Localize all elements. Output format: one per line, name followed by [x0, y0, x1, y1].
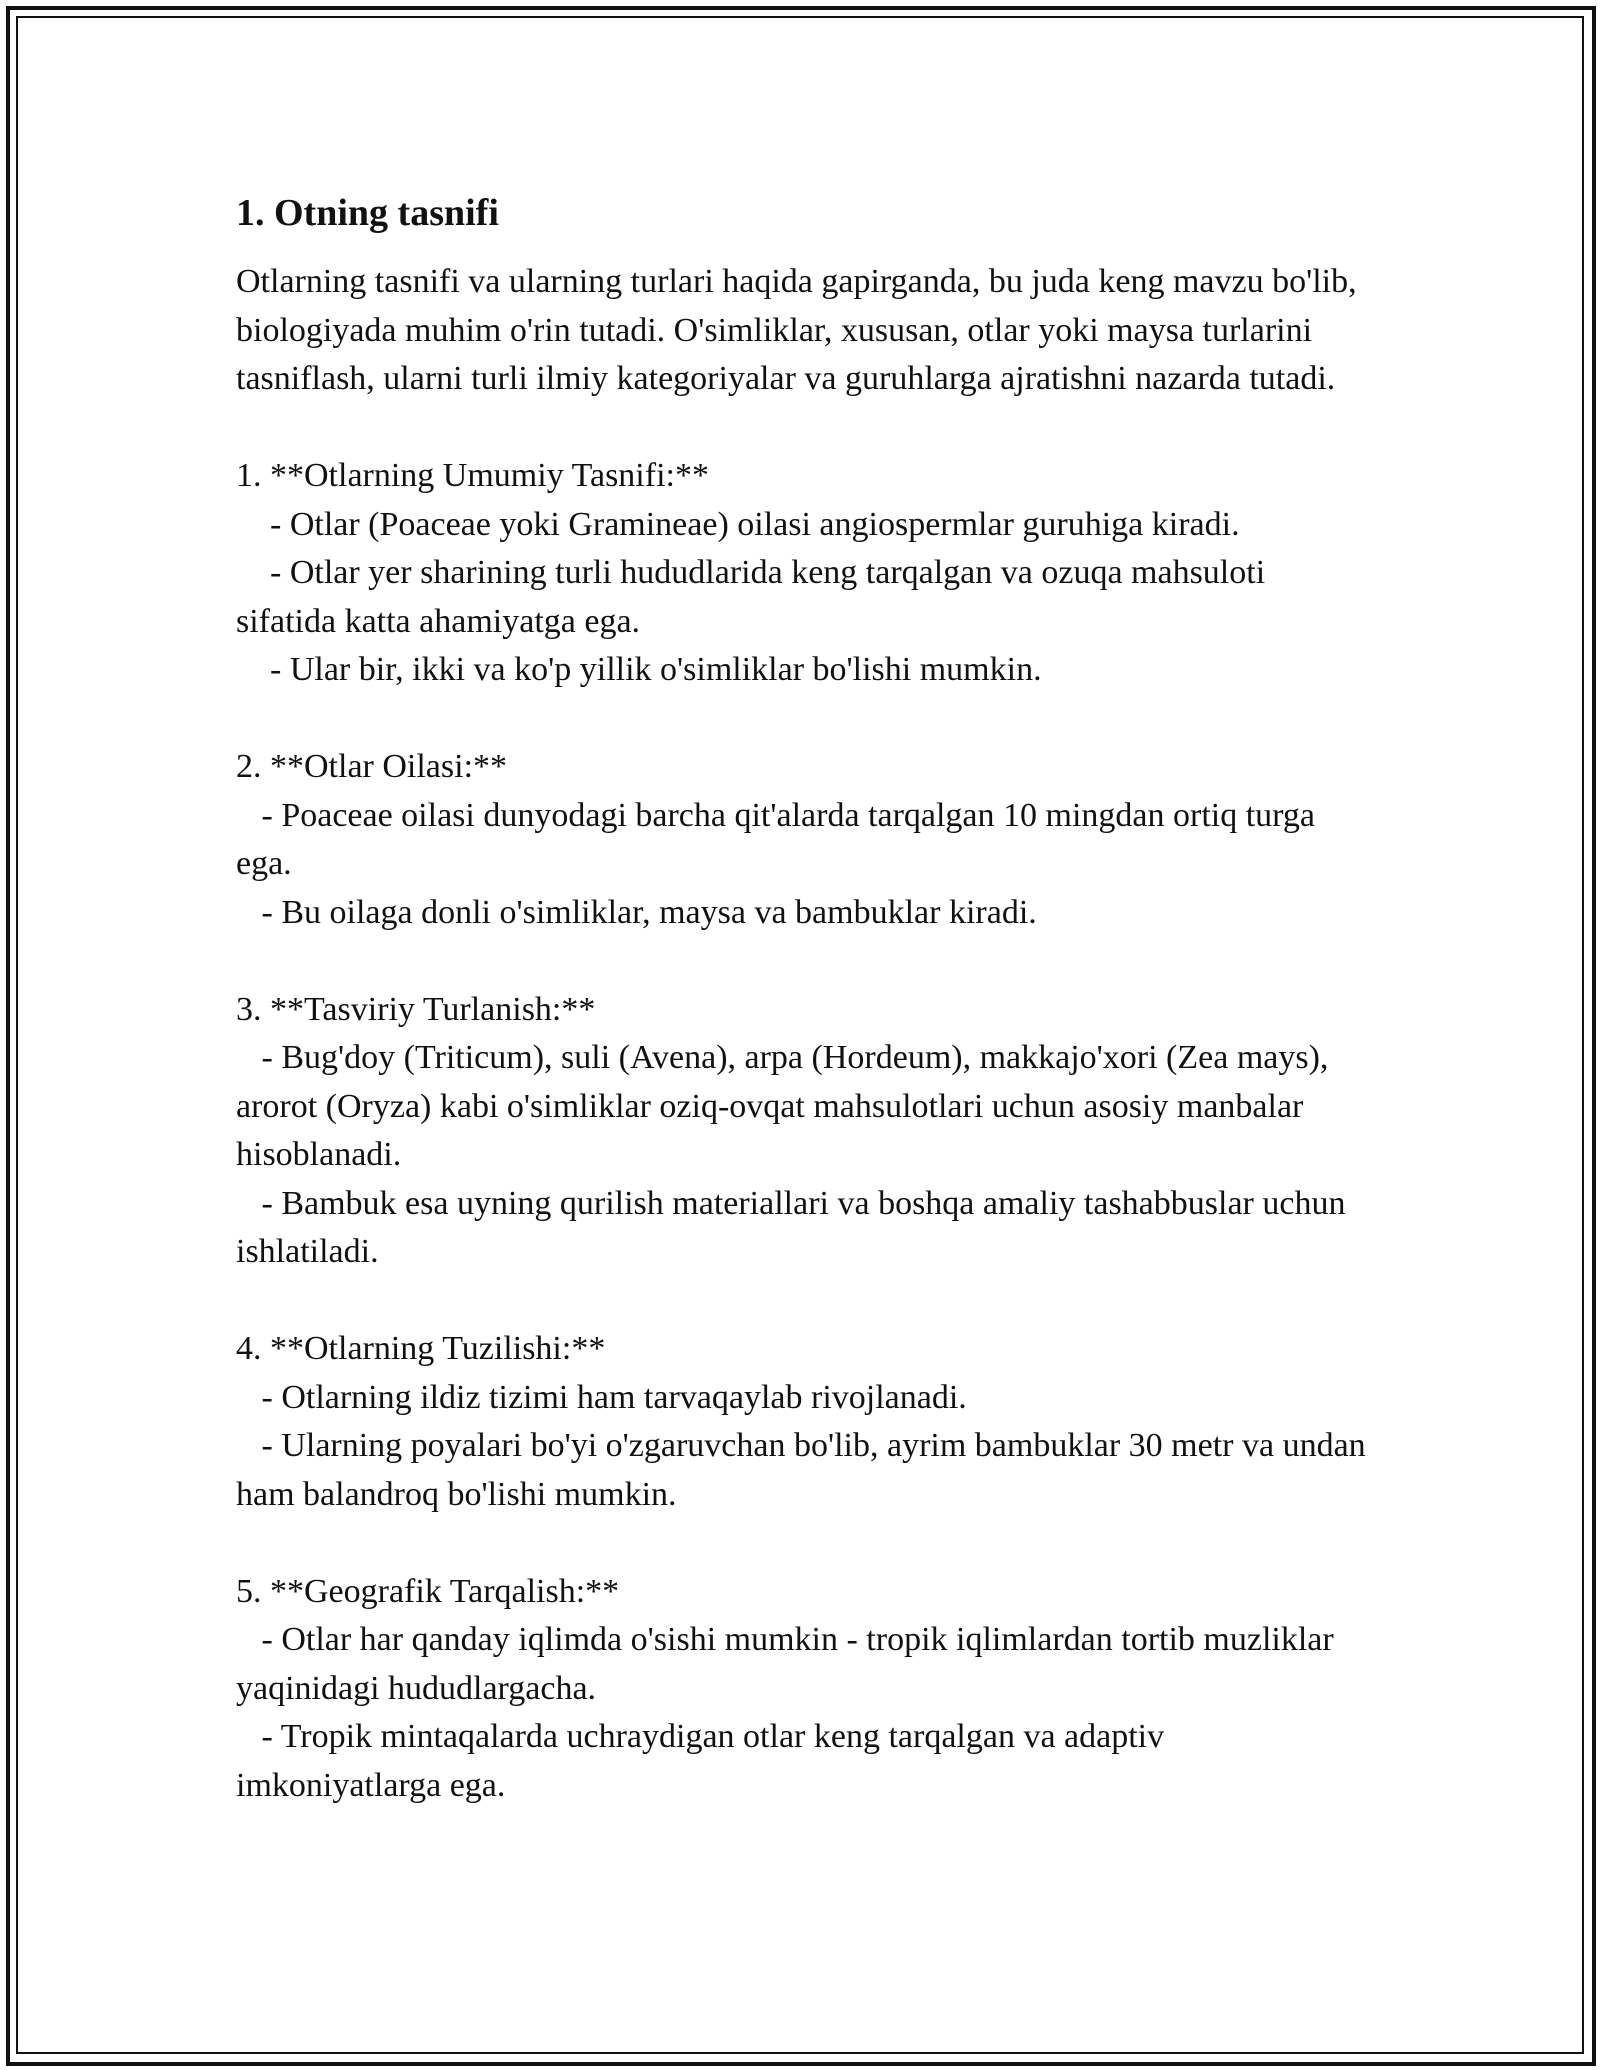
page-title: 1. Otning tasnifi	[236, 192, 499, 234]
list-item: - Poaceae oilasi dunyodagi barcha qit'alarda tarqalgan 10 mingdan ortiq turga ega.	[236, 796, 1324, 882]
section-heading: 3. **Tasviriy Turlanish:**	[236, 990, 596, 1028]
spacer	[236, 937, 1366, 986]
list-item: - Otlar (Poaceae yoki Gramineae) oilasi angiospermlar guruhiga kiradi.	[236, 505, 1240, 543]
section-heading: 4. **Otlarning Tuzilishi:**	[236, 1330, 606, 1367]
list-item: - Tropik mintaqalarda uchraydigan otlar keng tarqalgan va adaptiv imkoniyatlarga ega.	[236, 1718, 1173, 1804]
list-item: - Otlarning ildiz tizimi ham tarvaqaylab rivojlanadi.	[236, 1378, 967, 1416]
spacer	[236, 1277, 1366, 1326]
list-item: - Otlar yer sharining turli hududlarida keng tarqalgan va ozuqa mahsuloti sifatida katta ahamiyatga ega.	[236, 554, 1274, 640]
section-5	[236, 1568, 1366, 1811]
intro-paragraph: Otlarning tasnifi va ularning turlari haqida gapirganda, bu juda keng mavzu bo'lib, biologiyada muhim o'rin tutadi. O'simliklar, xususan, otlar yoki maysa turlarini tasniflash, ularni turli ilmiy kategoriyalar va guruhlarga ajratishni nazarda tutadi.	[236, 263, 1366, 397]
spacer	[236, 404, 1366, 453]
section-4	[236, 1325, 1375, 1519]
list-item: - Ularning poyalari bo'yi o'zgaruvchan bo'lib, ayrim bambuklar 30 metr va undan ham balandroq bo'lishi mumkin.	[236, 1427, 1375, 1513]
document-body	[236, 184, 1375, 1810]
list-item: - Bug'doy (Triticum), suli (Avena), arpa (Hordeum), makkajo'xori (Zea mays), arorot (Oryza) kabi o'simliklar oziq-ovqat mahsulotlari uchun asosiy manbalar hisoblanadi.	[236, 1039, 1337, 1173]
section-3	[236, 986, 1366, 1277]
section-heading: 5. **Geografik Tarqalish:**	[236, 1572, 620, 1610]
spacer	[236, 1519, 1366, 1568]
list-item: - Otlar har qanday iqlimda o'sishi mumkin - tropik iqlimlardan tortib muzliklar yaqinidagi hududlargacha.	[236, 1621, 1343, 1707]
list-item: - Bu oilaga donli o'simliklar, maysa va bambuklar kiradi.	[236, 893, 1037, 931]
section-2	[236, 743, 1366, 937]
spacer	[236, 695, 1366, 744]
section-heading: 2. **Otlar Oilasi:**	[236, 748, 508, 785]
list-item: - Ular bir, ikki va ko'p yillik o'simliklar bo'lishi mumkin.	[236, 651, 1042, 688]
list-item: - Bambuk esa uyning qurilish materiallari va boshqa amaliy tashabbuslar uchun ishlatiladi.	[236, 1184, 1354, 1270]
section-heading: 1. **Otlarning Umumiy Tasnifi:**	[236, 457, 709, 494]
section-1	[236, 452, 1366, 695]
